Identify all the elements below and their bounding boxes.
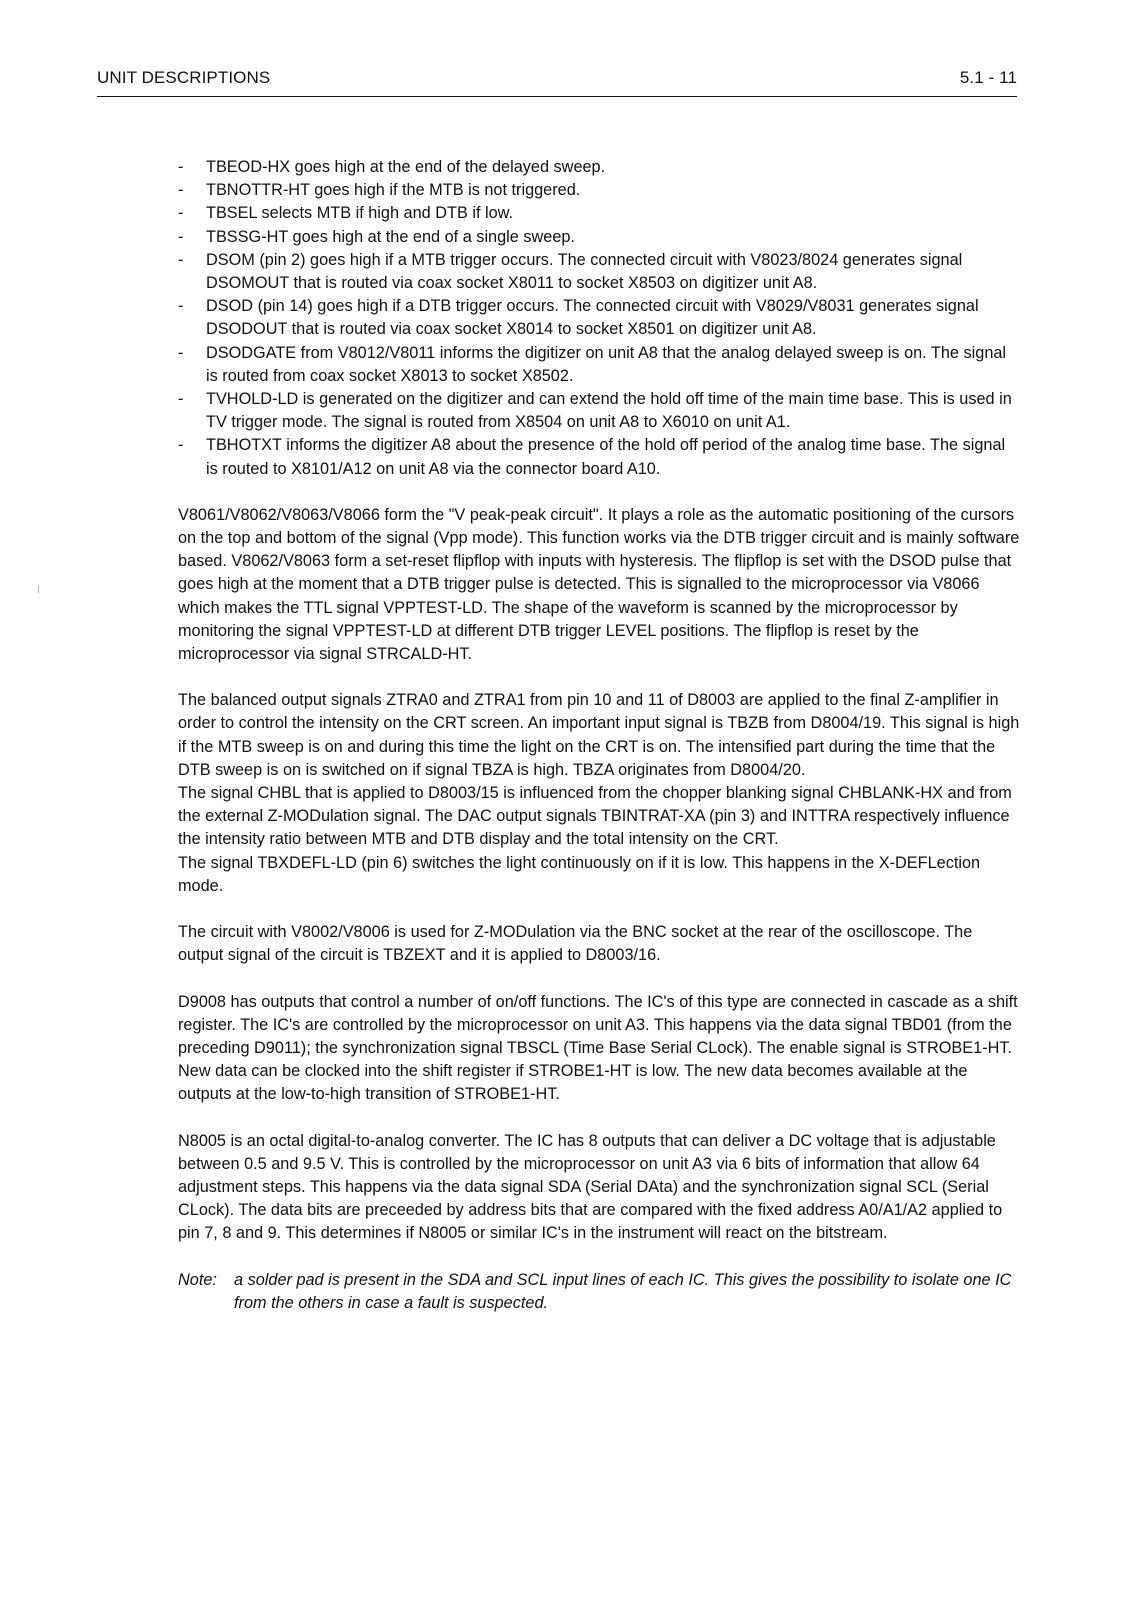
- list-item: - TBSSG-HT goes high at the end of a single sweep.: [178, 226, 1020, 249]
- list-item: - DSOM (pin 2) goes high if a MTB trigger occurs. The connected circuit with V8023/8024 generates signal DSOMOUT that is routed via coax socket X8011 to socket X8503 on digitizer unit A8.: [178, 249, 1020, 295]
- paragraph-tbxdefl: The signal TBXDEFL-LD (pin 6) switches the light continuously on if it is low. This happens in the X-DEFLection mode.: [178, 853, 981, 895]
- margin-mark: [38, 585, 39, 593]
- paragraph-ztra: The balanced output signals ZTRA0 and ZTRA1 from pin 10 and 11 of D8003 are applied to the final Z-amplifier in order to control the intensity on the CRT screen. An important input signal is TBZB from D8004/19. This signal is high if the MTB sweep is on and during this time the light on the CRT is on. The intensified part during the time that the DTB sweep is on is switched on if signal TBZA is high. TBZA originates from D8004/20.: [178, 691, 1020, 779]
- paragraph-d9008: D9008 has outputs that control a number of on/off functions. The IC's of this type are connected in cascade as a shift register. The IC's are controlled by the microprocessor on unit A3. This happens via the data signal TBD01 (from the preceding D9011); the synchronization signal TBSCL (Time Base Serial CLock). The enable signal is STROBE1-HT. New data can be clocked into the shift register if STROBE1-HT is low. The new data becomes available at the outputs at the low-to-high transition of STROBE1-HT.: [178, 992, 1018, 1104]
- paragraph-chbl: The signal CHBL that is applied to D8003/15 is influenced from the chopper blanking signal CHBLANK-HX and from the external Z-MODulation signal. The DAC output signals TBINTRAT-XA (pin 3) and INTTRA respectively influence the intensity ratio between MTB and DTB display and the total intensity on the CRT.: [178, 784, 1012, 849]
- list-item: - TBEOD-HX goes high at the end of the delayed sweep.: [178, 156, 1020, 179]
- list-item: - TBSEL selects MTB if high and DTB if low.: [178, 202, 1020, 225]
- list-item: - TBHOTXT informs the digitizer A8 about the presence of the hold off period of the analog time base. The signal is routed to X8101/A12 on unit A8 via the connector board A10.: [178, 434, 1020, 480]
- list-item: - DSOD (pin 14) goes high if a DTB trigger occurs. The connected circuit with V8029/V8031 generates signal DSODOUT that is routed via coax socket X8014 to socket X8501 on digitizer unit A8.: [178, 295, 1020, 341]
- paragraph-n8005: N8005 is an octal digital-to-analog converter. The IC has 8 outputs that can deliver a DC voltage that is adjustable between 0.5 and 9.5 V. This is controlled by the microprocessor on unit A3 via 6 bits of information that allow 64 adjustment steps. This happens via the data signal SDA (Serial DAta) and the synchronization signal SCL (Serial CLock). The data bits are preceeded by address bits that are compared with the fixed address A0/A1/A2 applied to pin 7, 8 and 9. This determines if N8005 or similar IC's in the instrument will react on the bitstream.: [178, 1131, 1003, 1243]
- note-text: a solder pad is present in the SDA and SCL input lines of each IC. This gives the possibility to isolate one IC from the others in case a fault is suspected.: [234, 1270, 1012, 1312]
- list-item: - TVHOLD-LD is generated on the digitizer and can extend the hold off time of the main time base. This is used in TV trigger mode. The signal is routed from X8504 on unit A8 to X6010 on unit A1.: [178, 388, 1020, 434]
- list-item: - DSODGATE from V8012/V8011 informs the digitizer on unit A8 that the analog delayed sweep is on. The signal is routed from coax socket X8013 to socket X8502.: [178, 342, 1020, 388]
- signal-list: [178, 156, 1020, 481]
- note-label: Note:: [178, 1270, 217, 1289]
- section-title: UNIT DESCRIPTIONS: [97, 68, 271, 87]
- list-item: - TBNOTTR-HT goes high if the MTB is not triggered.: [178, 179, 1020, 202]
- page-body: [178, 156, 1020, 1315]
- page-header: [97, 66, 1017, 97]
- page-number: 5.1 - 11: [959, 68, 1017, 87]
- paragraph-vpp: V8061/V8062/V8063/V8066 form the "V peak-peak circuit". It plays a role as the automatic positioning of the cursors on the top and bottom of the signal (Vpp mode). This function works via the DTB trigger circuit and is mainly software based. V8062/V8063 form a set-reset flipflop with inputs with hysteresis. The flipflop is set with the DSOD pulse that goes high at the moment that a DTB trigger pulse is detected. This is signalled to the microprocessor via V8066 which makes the TTL signal VPPTEST-LD. The shape of the waveform is scanned by the microprocessor by monitoring the signal VPPTEST-LD at different DTB trigger LEVEL positions. The flipflop is reset by the microprocessor via signal STRCALD-HT.: [178, 505, 1020, 664]
- paragraph-zmod: The circuit with V8002/V8006 is used for Z-MODulation via the BNC socket at the rear of the oscilloscope. The output signal of the circuit is TBZEXT and it is applied to D8003/16.: [178, 923, 973, 965]
- note: [178, 1269, 1020, 1315]
